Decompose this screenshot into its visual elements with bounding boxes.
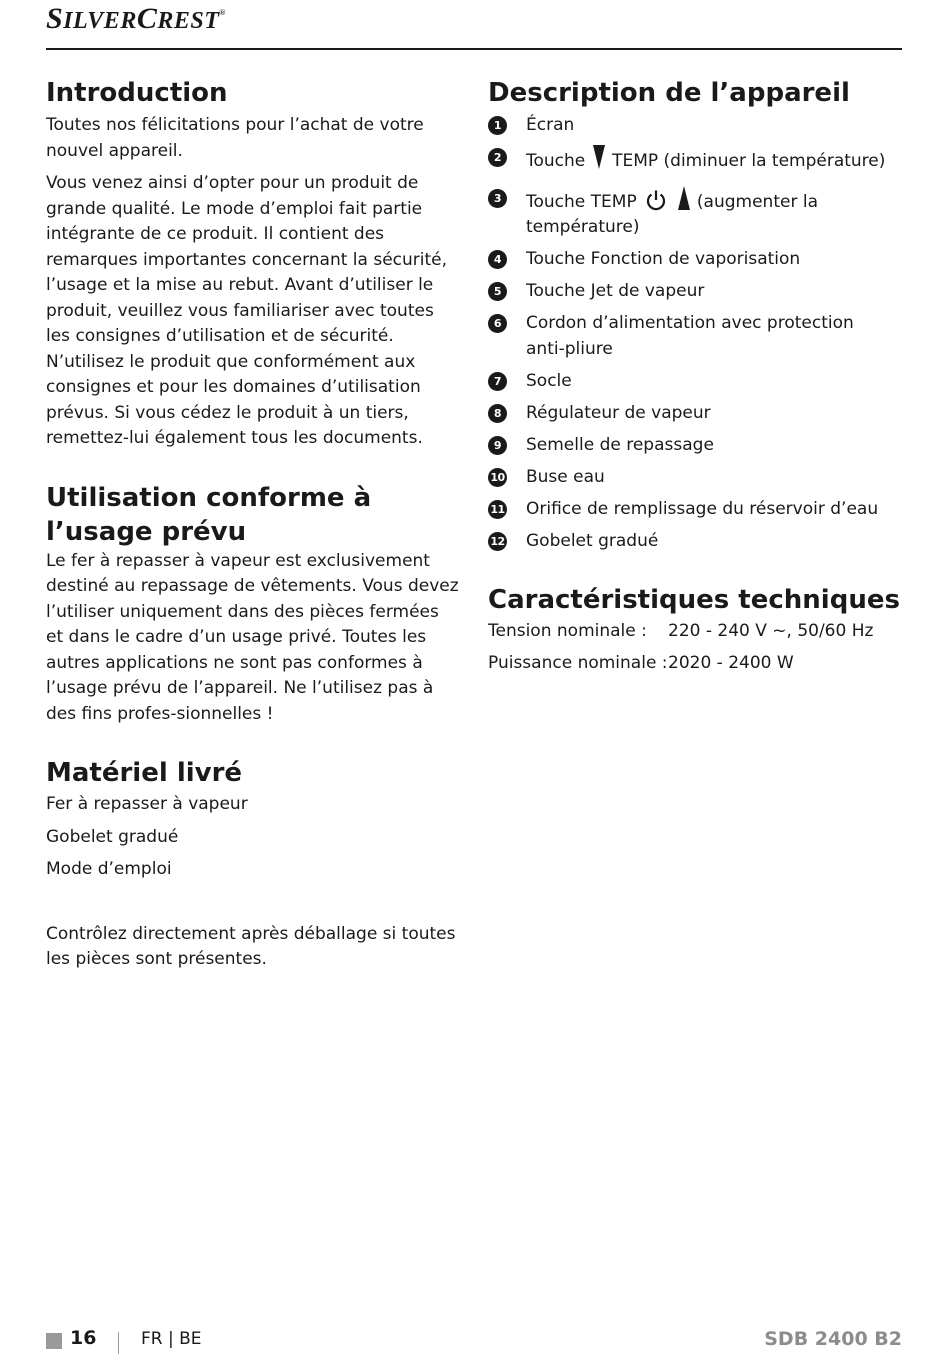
introduction-paragraph-2: Vous venez ainsi d’opter pour un produit de grande qualité. Le mode d’emploi fait partie intégrante de ce produit. Il contient des remarques importantes concernant la sécurité, l’usage et la mise au rebut. Avant d’utiliser le produit, veuillez vous familiariser avec toutes les consignes d’utilisation et de sécurité. N’utilisez le produit que conformément aux consignes et pour les domaines d’utilisation prévus. Si vous cédez le produit à un tiers, remettez-lui également tous les documents.	[46, 173, 448, 448]
parts-list-item	[488, 247, 908, 273]
item-text: Écran	[526, 115, 575, 135]
delivery-section	[46, 756, 464, 973]
spec-value: 220 - 240 V ~, 50/60 Hz	[668, 620, 874, 641]
parts-list-item	[488, 311, 908, 362]
item-text: Touche	[526, 151, 586, 171]
usage-heading: Utilisation conforme à l’usage prévu	[46, 482, 372, 547]
parts-list-item	[488, 529, 908, 555]
item-text: (augmenter la température)	[526, 191, 818, 237]
item-number-badge: 2	[488, 148, 507, 167]
delivery-item: Fer à repasser à vapeur	[46, 794, 248, 814]
item-number-badge: 8	[488, 404, 507, 423]
power-icon	[645, 189, 667, 211]
introduction-heading: Introduction	[46, 78, 228, 108]
item-number-badge: 12	[488, 532, 507, 551]
description-section	[488, 76, 908, 554]
item-text: TEMP (diminuer la température)	[612, 151, 886, 171]
description-heading: Description de l’appareil	[488, 78, 850, 108]
item-text: Buse eau	[526, 466, 605, 487]
item-text: Touche Jet de vapeur	[526, 281, 705, 301]
parts-list-item	[488, 497, 908, 523]
header-rule	[46, 48, 902, 50]
parts-list-item	[488, 186, 908, 241]
spec-row	[488, 651, 908, 677]
item-number-badge: 6	[488, 314, 507, 333]
parts-list-item	[488, 145, 908, 175]
item-text: Cordon d’alimentation avec protection anti-pliure	[526, 313, 854, 359]
silvercrest-logo: SILVERCREST®	[46, 2, 226, 35]
spec-label: Tension nominale :	[488, 620, 647, 641]
introduction-section	[46, 76, 464, 452]
item-number-badge: 10	[488, 468, 507, 487]
right-column	[488, 76, 908, 683]
item-number-badge: 7	[488, 372, 507, 391]
footer-model-number: SDB 2400 B2	[764, 1328, 902, 1350]
usage-section	[46, 481, 464, 728]
parts-list-item	[488, 401, 908, 427]
delivery-heading: Matériel livré	[46, 758, 243, 788]
usage-paragraph: Le fer à repasser à vapeur est exclusivement destiné au repassage de vêtements. Vous devez l’utiliser uniquement dans des pièces fermées et dans le cadre d’un usage privé. Toutes les autres applications ne sont pas conformes à l’usage prévu de l’appareil. Ne l’utilisez pas à des fins profes-sionnelles !	[46, 550, 459, 724]
parts-list-item	[488, 279, 908, 305]
item-text: Touche TEMP	[526, 191, 637, 212]
item-text: Orifice de remplissage du réservoir d’eau	[526, 498, 879, 519]
item-number-badge: 4	[488, 250, 507, 269]
spec-value: 2020 - 2400 W	[668, 652, 794, 673]
footer-language: FR | BE	[141, 1329, 202, 1349]
page-number: 16	[70, 1327, 97, 1349]
delivery-item: Mode d’emploi	[46, 859, 172, 879]
item-number-badge: 5	[488, 282, 507, 301]
parts-list	[488, 113, 908, 554]
parts-list-item	[488, 433, 908, 459]
item-text: Semelle de repassage	[526, 434, 714, 455]
footer-square-marker	[46, 1333, 62, 1349]
item-number-badge: 1	[488, 116, 507, 135]
specs-section	[488, 583, 908, 677]
specs-heading: Caractéristiques techniques	[488, 584, 900, 615]
item-text: Gobelet gradué	[526, 530, 659, 551]
item-text: Régulateur de vapeur	[526, 402, 711, 423]
left-column	[46, 76, 464, 973]
delivery-item: Gobelet gradué	[46, 826, 179, 847]
parts-list-item	[488, 369, 908, 395]
spec-label: Puissance nominale :	[488, 652, 668, 673]
parts-list-item	[488, 465, 908, 491]
introduction-paragraph-1: Toutes nos félicitations pour l’achat de votre nouvel appareil.	[46, 115, 424, 161]
item-number-badge: 3	[488, 189, 507, 208]
spec-row	[488, 619, 908, 645]
item-text: Touche Fonction de vaporisation	[526, 249, 801, 269]
triangle-down-icon	[593, 145, 605, 169]
parts-list-item	[488, 113, 908, 139]
footer-divider	[118, 1332, 119, 1354]
item-number-badge: 9	[488, 436, 507, 455]
item-number-badge: 11	[488, 500, 507, 519]
item-text: Socle	[526, 370, 572, 391]
delivery-note: Contrôlez directement après déballage si toutes les pièces sont présentes.	[46, 923, 456, 969]
triangle-up-icon	[678, 186, 690, 210]
